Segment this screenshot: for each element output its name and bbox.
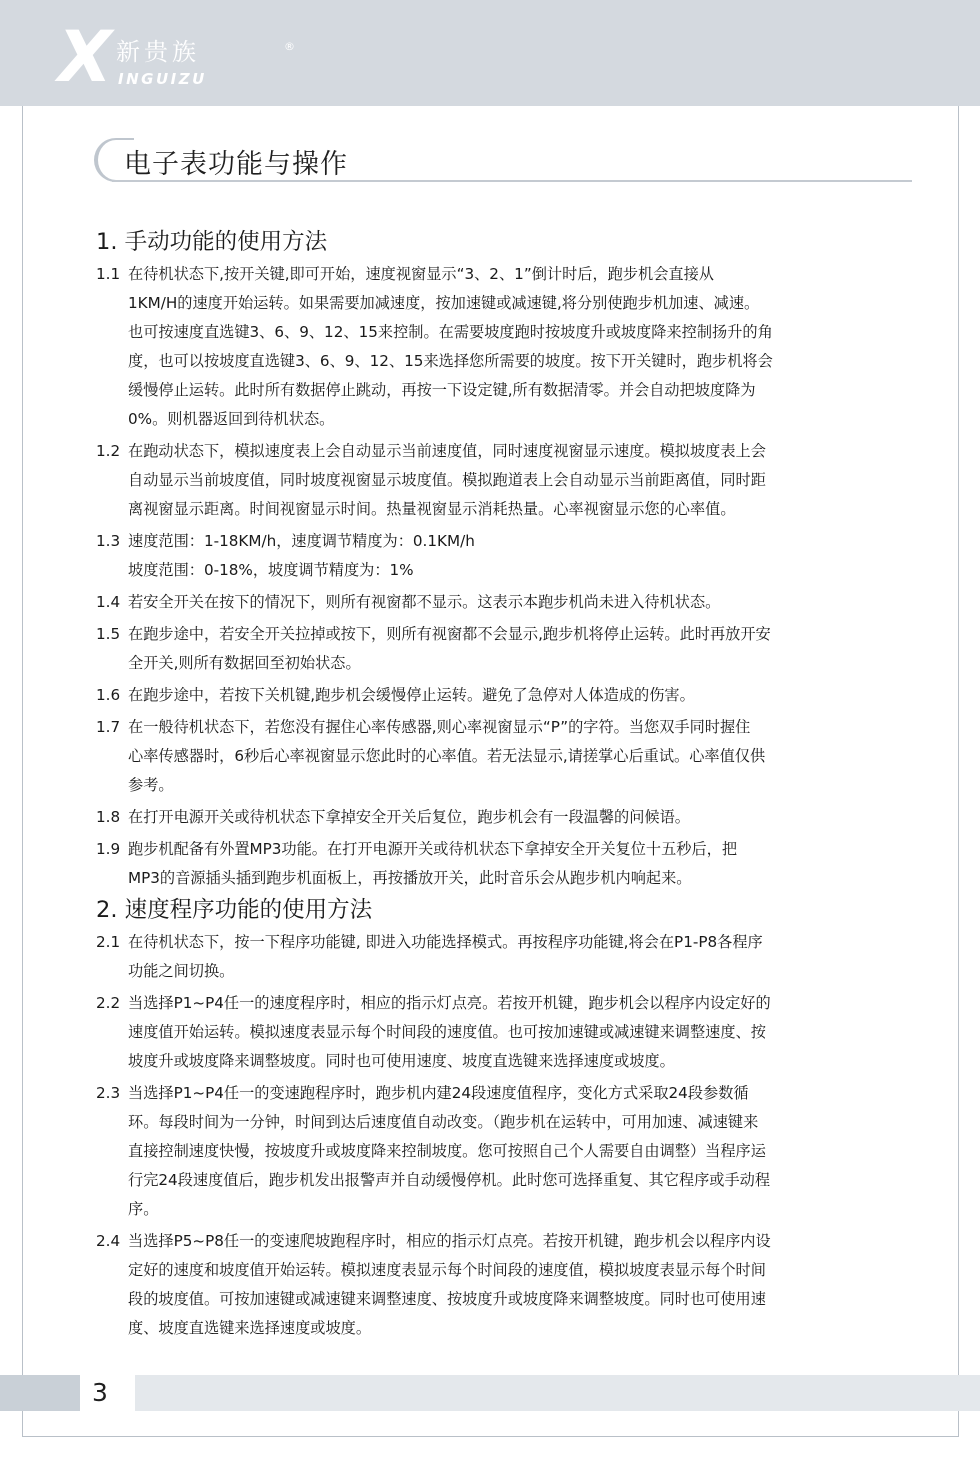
item-text-line: 参考。 — [128, 776, 174, 794]
list-item — [96, 713, 916, 800]
registered-mark: ® — [284, 40, 295, 53]
item-text-line: 度，也可以按坡度直选键3、6、9、12、15来选择您所需要的坡度。按下开关键时，跑步机将会 — [128, 352, 773, 370]
item-number: 1.2 — [96, 442, 121, 460]
item-text-line: 环。每段时间为一分钟，时间到达后速度值自动改变。（跑步机在运转中，可用加速、减速键来 — [128, 1113, 759, 1131]
list-item — [96, 1227, 916, 1343]
list-item — [96, 928, 916, 986]
list-item — [96, 1079, 916, 1224]
item-text-line: 坡度范围：0-18%，坡度调节精度为：1% — [128, 561, 414, 579]
manual-content — [96, 228, 916, 1346]
list-item — [96, 437, 916, 524]
item-text-line: 度、坡度直选键来选择速度或坡度。 — [128, 1319, 371, 1337]
item-number: 2.4 — [96, 1232, 121, 1250]
item-text-line: 在跑步途中，若按下关机键,跑步机会缓慢停止运转。避免了急停对人体造成的伤害。 — [128, 686, 695, 704]
item-text-line: 速度范围：1-18KM/h，速度调节精度为：0.1KM/h — [128, 532, 475, 550]
item-text-line: 定好的速度和坡度值开始运转。模拟速度表显示每个时间段的速度值，模拟坡度表显示每个时间 — [128, 1261, 766, 1279]
item-text-line: 自动显示当前坡度值，同时坡度视窗显示坡度值。模拟跑道表上会自动显示当前距离值，同时距 — [128, 471, 766, 489]
frame-line-bottom — [22, 1436, 959, 1437]
logo-x-mark: X — [58, 16, 112, 98]
item-text-line: 当选择P1~P4任一的速度程序时，相应的指示灯点亮。若按开机键，跑步机会以程序内设定好的 — [128, 994, 771, 1012]
logo-english-name: INGUIZU — [118, 70, 207, 88]
item-number: 1.5 — [96, 625, 121, 643]
item-number: 1.7 — [96, 718, 121, 736]
list-item — [96, 588, 916, 617]
item-text-line: 全开关,则所有数据回至初始状态。 — [128, 654, 361, 672]
title-underline — [112, 180, 912, 182]
item-number: 1.1 — [96, 265, 121, 283]
item-text-line: 也可按速度直选键3、6、9、12、15来控制。在需要坡度跑时按坡度升或坡度降来控制扬升的角 — [128, 323, 773, 341]
page-title: 电子表功能与操作 — [124, 149, 348, 180]
item-text-line: 在待机状态下,按开关键,即可开始，速度视窗显示“3、2、1”倒计时后，跑步机会直接从 — [128, 265, 714, 283]
item-text-line: 段的坡度值。可按加速键或减速键来调整速度、按坡度升或坡度降来调整坡度。同时也可使用速 — [128, 1290, 766, 1308]
item-number: 2.1 — [96, 933, 121, 951]
footer-band-right — [135, 1375, 980, 1411]
section-heading: 1. 手动功能的使用方法 — [96, 229, 328, 255]
item-text-line: 坡度升或坡度降来调整坡度。同时也可使用速度、坡度直选键来选择速度或坡度。 — [128, 1052, 675, 1070]
item-text-line: 直接控制速度快慢，按坡度升或坡度降来控制坡度。您可按照自己个人需要自由调整）当程序运 — [128, 1142, 766, 1160]
brand-logo — [58, 16, 298, 100]
list-item — [96, 620, 916, 678]
item-text-line: 在待机状态下，按一下程序功能键, 即进入功能选择模式。再按程序功能键,将会在P1-P8各程序 — [128, 933, 763, 951]
footer-band-left — [0, 1375, 80, 1411]
item-text-line: 序。 — [128, 1200, 159, 1218]
item-text-line: 心率传感器时，6秒后心率视窗显示您此时的心率值。若无法显示,请搓掌心后重试。心率值仅供 — [128, 747, 766, 765]
item-text-line: MP3的音源插头插到跑步机面板上，再按播放开关，此时音乐会从跑步机内响起来。 — [128, 869, 692, 887]
frame-line-left — [22, 106, 23, 1436]
list-item — [96, 803, 916, 832]
item-text-line: 在打开电源开关或待机状态下拿掉安全开关后复位，跑步机会有一段温馨的问候语。 — [128, 808, 690, 826]
logo-chinese-name: 新贵族 — [116, 38, 200, 66]
item-text-line: 若安全开关在按下的情况下，则所有视窗都不显示。这表示本跑步机尚未进入待机状态。 — [128, 593, 721, 611]
item-number: 2.2 — [96, 994, 121, 1012]
item-text-line: 在一般待机状态下，若您没有握住心率传感器,则心率视窗显示“P”的字符。当您双手同时握住 — [128, 718, 751, 736]
frame-line-right — [958, 106, 959, 1436]
item-number: 2.3 — [96, 1084, 121, 1102]
item-text-line: 跑步机配备有外置MP3功能。在打开电源开关或待机状态下拿掉安全开关复位十五秒后，把 — [128, 840, 738, 858]
item-text-line: 1KM/H的速度开始运转。如果需要加减速度，按加速键或减速键,将分别使跑步机加速、减速。 — [128, 294, 760, 312]
item-text-line: 在跑动状态下，模拟速度表上会自动显示当前速度值，同时速度视窗显示速度。模拟坡度表上会 — [128, 442, 766, 460]
item-number: 1.6 — [96, 686, 121, 704]
item-text-line: 速度值开始运转。模拟速度表显示每个时间段的速度值。也可按加速键或减速键来调整速度、按 — [128, 1023, 766, 1041]
list-item — [96, 527, 916, 585]
item-text-line: 在跑步途中，若安全开关拉掉或按下，则所有视窗都不会显示,跑步机将停止运转。此时再放开安 — [128, 625, 771, 643]
item-number: 1.3 — [96, 532, 121, 550]
item-number: 1.9 — [96, 840, 121, 858]
list-item — [96, 835, 916, 893]
item-text-line: 当选择P5~P8任一的变速爬坡跑程序时，相应的指示灯点亮。若按开机键，跑步机会以程序内设 — [128, 1232, 771, 1250]
list-item — [96, 681, 916, 710]
item-text-line: 功能之间切换。 — [128, 962, 235, 980]
item-number: 1.4 — [96, 593, 121, 611]
page-title-block — [94, 138, 914, 184]
item-text-line: 离视窗显示距离。时间视窗显示时间。热量视窗显示消耗热量。心率视窗显示您的心率值。 — [128, 500, 736, 518]
item-text-line: 缓慢停止运转。此时所有数据停止跳动，再按一下设定键,所有数据清零。并会自动把坡度降为 — [128, 381, 756, 399]
page-number: 3 — [92, 1378, 108, 1407]
item-text-line: 行完24段速度值后，跑步机发出报警声并自动缓慢停机。此时您可选择重复、其它程序或手动程 — [128, 1171, 771, 1189]
list-item — [96, 989, 916, 1076]
section-heading: 2. 速度程序功能的使用方法 — [96, 897, 373, 923]
item-number: 1.8 — [96, 808, 121, 826]
list-item — [96, 260, 916, 434]
item-text-line: 当选择P1~P4任一的变速跑程序时，跑步机内建24段速度值程序，变化方式采取24段参数循 — [128, 1084, 749, 1102]
item-text-line: 0%。则机器返回到待机状态。 — [128, 410, 335, 428]
